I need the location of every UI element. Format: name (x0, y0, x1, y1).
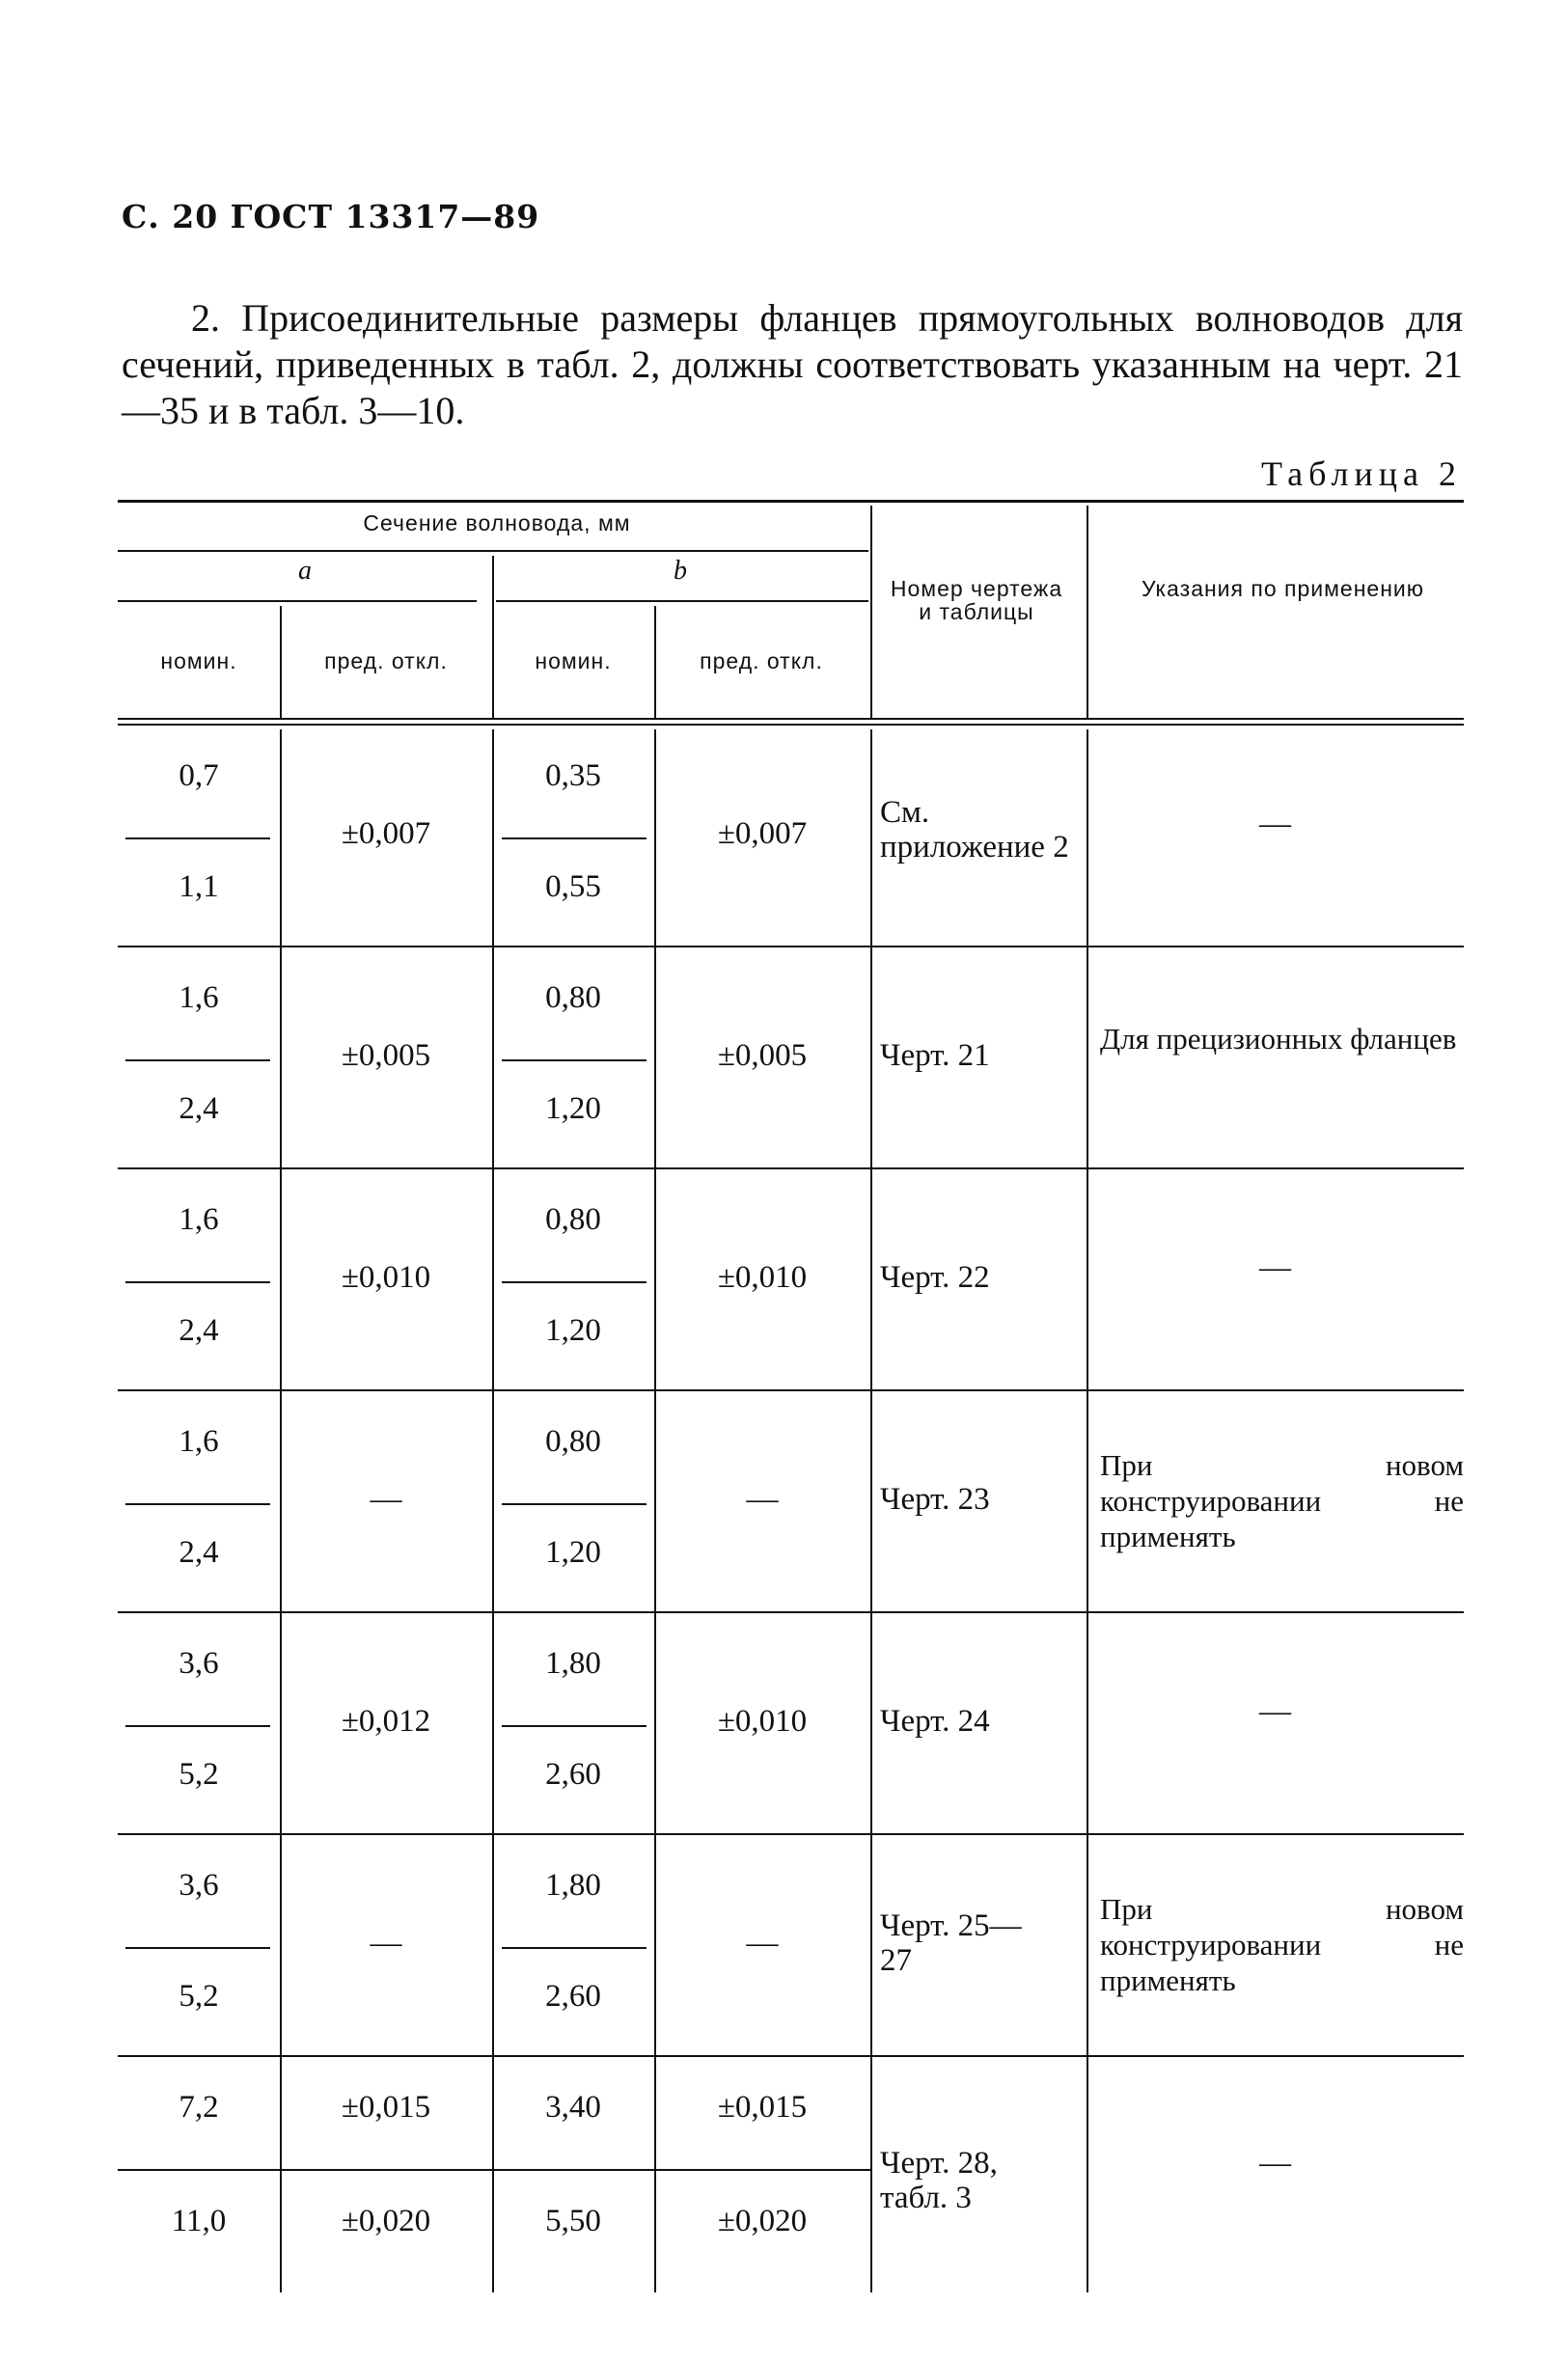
a-nominal: 1,6 (179, 980, 219, 1015)
b-deviation: ±0,010 (717, 1704, 808, 1739)
group-rule (118, 1167, 1464, 1169)
b-nominal-rule (502, 1503, 646, 1505)
header-vrule-1 (280, 606, 282, 718)
group-rule (118, 946, 1464, 947)
usage-note: При новом конструировании не применять (1100, 1448, 1464, 1553)
group-7 (118, 2061, 1464, 2292)
group-rule (118, 2055, 1464, 2057)
b-nominal: 0,55 (545, 869, 601, 904)
b-nominal: 0,80 (545, 1424, 601, 1459)
a-nominal-rule (125, 1725, 270, 1727)
a-deviation: — (370, 1926, 402, 1961)
a-nominal-rule (125, 1281, 270, 1283)
b-nominal: 1,20 (545, 1313, 601, 1348)
usage-note: — (1259, 1694, 1291, 1729)
group-3 (118, 1173, 1464, 1395)
a-nominal: 1,6 (179, 1424, 219, 1459)
drawing-ref: Черт. 25—27 (880, 1908, 1022, 1978)
b-nominal: 5,50 (545, 2204, 601, 2238)
b-nominal: 0,35 (545, 758, 601, 793)
b-nominal: 0,80 (545, 1202, 601, 1237)
a-nominal: 2,4 (179, 1091, 219, 1126)
header-bottom-rule-2 (118, 724, 1464, 726)
header-vrule-3 (654, 606, 656, 718)
drawing-ref: Черт. 22 (880, 1260, 990, 1295)
b-nominal: 0,80 (545, 980, 601, 1015)
b-nominal-rule (502, 1281, 646, 1283)
a-nominal: 5,2 (179, 1757, 219, 1792)
row-rule (118, 2169, 870, 2171)
header-a: a (298, 556, 312, 586)
a-nominal: 1,1 (179, 869, 219, 904)
b-nominal: 2,60 (545, 1757, 601, 1792)
table-header (118, 500, 1464, 722)
a-deviation: ±0,015 (341, 2090, 431, 2125)
b-deviation: — (746, 1926, 779, 1961)
usage-note: — (1259, 807, 1291, 841)
header-a-nominal: номин. (160, 648, 237, 673)
drawing-ref: Черт. 23 (880, 1482, 990, 1517)
group-6 (118, 1839, 1464, 2061)
group-rule (118, 1611, 1464, 1613)
header-a-deviation: пред. откл. (324, 648, 448, 673)
a-nominal: 3,6 (179, 1646, 219, 1681)
a-nominal-rule (125, 837, 270, 839)
group-rule (118, 1833, 1464, 1835)
b-nominal-rule (502, 1059, 646, 1061)
group-rule (118, 1389, 1464, 1391)
b-deviation: ±0,020 (717, 2204, 808, 2238)
a-nominal: 1,6 (179, 1202, 219, 1237)
drawing-ref: См. приложение 2 (880, 795, 1069, 864)
header-usage: Указания по применению (1141, 576, 1425, 601)
a-nominal: 5,2 (179, 1979, 219, 2014)
header-b-nominal: номин. (535, 648, 612, 673)
header-b: b (674, 556, 687, 586)
b-nominal: 1,20 (545, 1091, 601, 1126)
header-drawing: Номер чертежа и таблицы (890, 576, 1063, 624)
a-deviation: ±0,010 (341, 1260, 431, 1295)
header-rule-a (118, 600, 477, 602)
group-1 (118, 729, 1464, 951)
table-title: Таблица 2 (1261, 454, 1462, 493)
a-nominal: 0,7 (179, 758, 219, 793)
a-nominal-rule (125, 1947, 270, 1949)
intro-paragraph: 2. Присоединительные размеры фланцев прямоугольных волноводов для сечений, приведенных в табл. 2, должны соответствовать указанным на черт. 21—35 и в табл. 3—10. (122, 296, 1463, 432)
a-deviation: — (370, 1482, 402, 1517)
header-section: Сечение волновода, мм (363, 510, 631, 535)
a-nominal: 7,2 (179, 2090, 219, 2125)
a-deviation: ±0,005 (341, 1038, 431, 1073)
b-nominal: 1,80 (545, 1868, 601, 1903)
b-deviation: ±0,010 (717, 1260, 808, 1295)
header-vrule-5 (1087, 506, 1088, 718)
b-deviation: ±0,015 (717, 2090, 808, 2125)
b-nominal-rule (502, 1947, 646, 1949)
a-nominal-rule (125, 1059, 270, 1061)
a-nominal-rule (125, 1503, 270, 1505)
usage-note: Для прецизионных фланцев (1100, 1022, 1457, 1056)
usage-note: — (1259, 1250, 1291, 1285)
a-deviation: ±0,012 (341, 1704, 431, 1739)
a-nominal: 2,4 (179, 1535, 219, 1570)
a-nominal: 2,4 (179, 1313, 219, 1348)
b-nominal: 1,20 (545, 1535, 601, 1570)
b-nominal: 2,60 (545, 1979, 601, 2014)
header-rule-b (496, 600, 868, 602)
a-nominal: 3,6 (179, 1868, 219, 1903)
b-nominal-rule (502, 1725, 646, 1727)
group-2 (118, 951, 1464, 1173)
b-deviation: — (746, 1482, 779, 1517)
a-deviation: ±0,020 (341, 2204, 431, 2238)
drawing-ref: Черт. 28, табл. 3 (880, 2146, 998, 2215)
drawing-ref: Черт. 24 (880, 1704, 990, 1739)
b-nominal: 1,80 (545, 1646, 601, 1681)
header-vrule-4 (870, 506, 872, 718)
header-b-deviation: пред. откл. (700, 648, 823, 673)
b-deviation: ±0,007 (717, 816, 808, 851)
page-header: С. 20 ГОСТ 13317—89 (122, 198, 540, 235)
header-top-rule (118, 500, 1464, 503)
drawing-ref: Черт. 21 (880, 1038, 990, 1073)
a-nominal: 11,0 (171, 2204, 227, 2238)
group-5 (118, 1617, 1464, 1839)
b-nominal-rule (502, 837, 646, 839)
b-nominal: 3,40 (545, 2090, 601, 2125)
header-rule-section (118, 550, 868, 552)
header-vrule-2 (492, 556, 494, 718)
usage-note: — (1259, 2146, 1291, 2181)
b-deviation: ±0,005 (717, 1038, 808, 1073)
group-4 (118, 1395, 1464, 1617)
a-deviation: ±0,007 (341, 816, 431, 851)
usage-note: При новом конструировании не применять (1100, 1892, 1464, 1997)
header-bottom-rule-1 (118, 718, 1464, 720)
